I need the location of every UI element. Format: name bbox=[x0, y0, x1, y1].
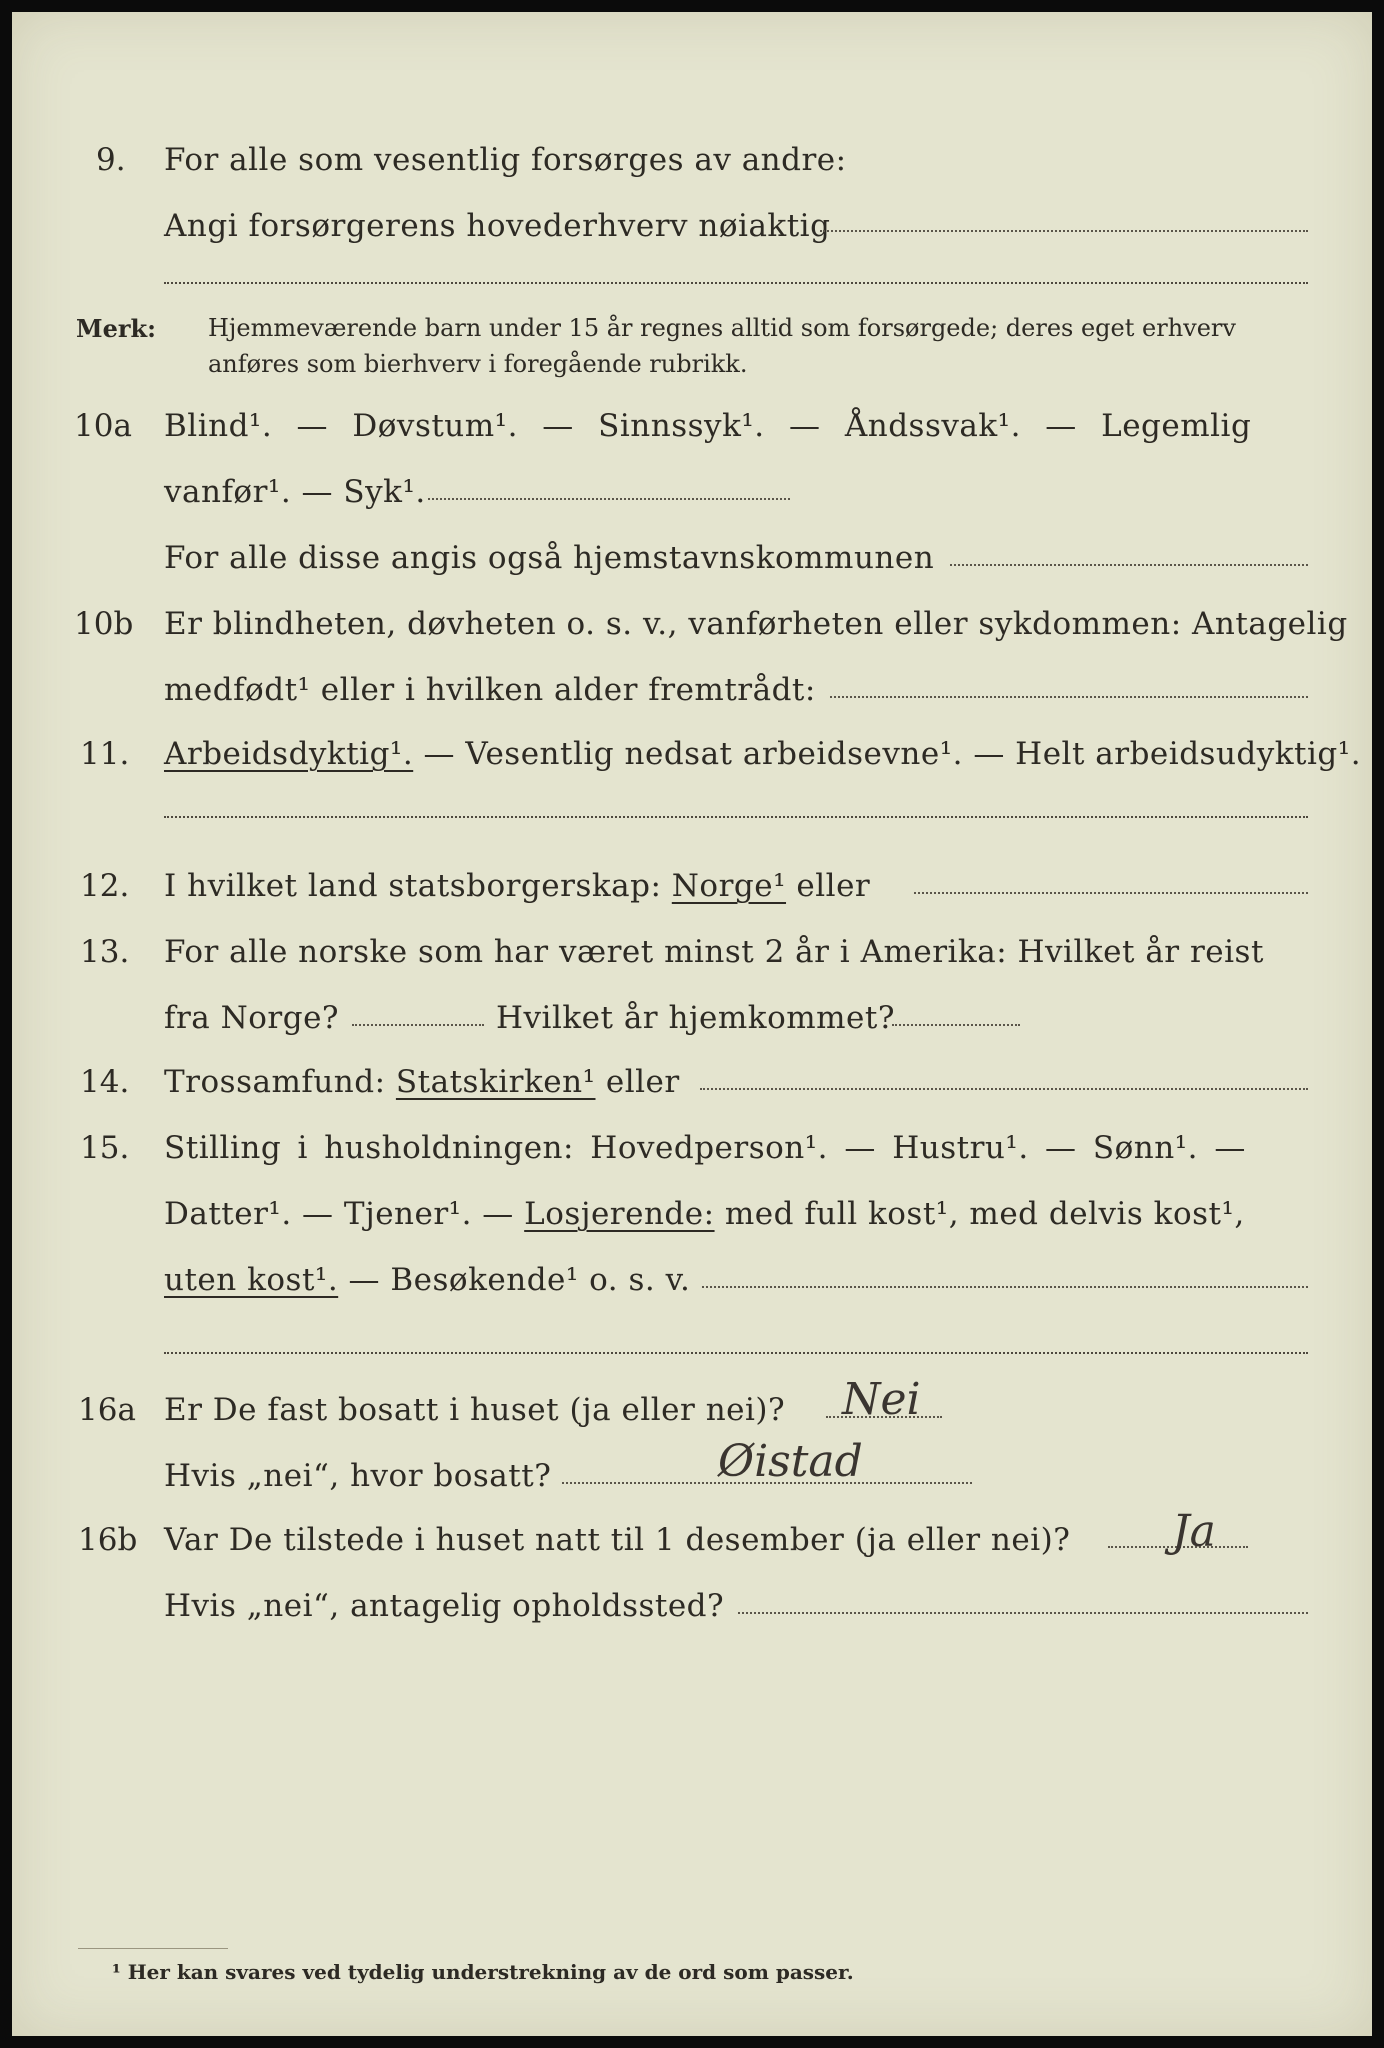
q14-statskirken-option[interactable]: Statskirken¹ bbox=[395, 1064, 596, 1100]
q12-answer-field[interactable] bbox=[914, 892, 1308, 894]
q11-arbeidsdyktig-option[interactable]: Arbeidsdyktig¹. bbox=[164, 736, 414, 772]
q12-question: I hvilket land statsborgerskap: bbox=[164, 868, 662, 904]
q15-answer-line2[interactable] bbox=[164, 1352, 1308, 1354]
q10a-line3: For alle disse angis også hjemstavnskommunen bbox=[164, 540, 935, 576]
q10b-answer-field[interactable] bbox=[830, 696, 1308, 698]
q16b-answer-handwritten: Ja bbox=[1172, 1506, 1216, 1557]
q11-answer-line[interactable] bbox=[164, 816, 1308, 818]
q10b-line1: Er blindheten, døvheten o. s. v., vanførheten eller sykdommen: Antagelig bbox=[164, 606, 1348, 642]
q16b-number: 16b bbox=[78, 1522, 138, 1558]
footnote: ¹ Her kan svares ved tydelig understrekning av de ord som passer. bbox=[112, 1960, 854, 1984]
q15-line2-a: Datter¹. — Tjener¹. — bbox=[164, 1196, 525, 1232]
q12-number: 12. bbox=[80, 868, 130, 904]
q16a-place-handwritten: Øistad bbox=[718, 1436, 863, 1487]
q10a-syk-field[interactable] bbox=[428, 498, 790, 500]
q16b-opphold-field[interactable] bbox=[738, 1612, 1308, 1614]
q12-norge-option[interactable]: Norge¹ bbox=[671, 868, 787, 904]
q9-answer-line2[interactable] bbox=[164, 282, 1308, 284]
q12-eller: eller bbox=[796, 868, 871, 904]
q10a-hjemstavn-field[interactable] bbox=[950, 564, 1308, 566]
q14-line bbox=[164, 1064, 680, 1100]
q9-line2: Angi forsørgerens hovederhverv nøiaktig bbox=[164, 208, 831, 244]
q11-rest: — Vesentlig nedsat arbeidsevne¹. — Helt arbeidsudyktig¹. bbox=[413, 736, 1362, 772]
q10a-line2: vanfør¹. — Syk¹. bbox=[164, 474, 426, 510]
q9-answer-field[interactable] bbox=[820, 230, 1308, 232]
merk-line2: anføres som bierhverv i foregående rubrikk. bbox=[208, 350, 748, 378]
q15-line2 bbox=[164, 1196, 1245, 1232]
q15-answer-field[interactable] bbox=[702, 1286, 1308, 1288]
q16b-line1: Var De tilstede i huset natt til 1 desember (ja eller nei)? bbox=[164, 1522, 1071, 1558]
q13-number: 13. bbox=[80, 934, 130, 970]
q16a-number: 16a bbox=[78, 1392, 136, 1428]
q16b-line2: Hvis „nei“, antagelig opholdssted? bbox=[164, 1588, 725, 1624]
merk-label: Merk: bbox=[76, 314, 156, 343]
q15-number: 15. bbox=[80, 1130, 130, 1166]
footnote-rule bbox=[78, 1948, 228, 1949]
q15-line2-b: med full kost¹, med delvis kost¹, bbox=[714, 1196, 1245, 1232]
form-page bbox=[12, 12, 1372, 2036]
q10a-line1: Blind¹. — Døvstum¹. — Sinnssyk¹. — Åndssvak¹. — Legemlig bbox=[164, 408, 1252, 444]
q16a-line1: Er De fast bosatt i huset (ja eller nei)? bbox=[164, 1392, 786, 1428]
q15-line3-rest: — Besøkende¹ o. s. v. bbox=[338, 1262, 691, 1298]
q14-answer-field[interactable] bbox=[700, 1088, 1308, 1090]
q9-line1: For alle som vesentlig forsørges av andre: bbox=[164, 142, 847, 178]
q10b-line2: medfødt¹ eller i hvilken alder fremtrådt: bbox=[164, 672, 816, 708]
q14-question: Trossamfund: bbox=[164, 1064, 386, 1100]
q10b-number: 10b bbox=[74, 606, 134, 642]
q14-eller: eller bbox=[605, 1064, 680, 1100]
q15-uten-kost-option[interactable]: uten kost¹. bbox=[164, 1262, 339, 1298]
q13-reist-label: fra Norge? bbox=[164, 1000, 340, 1036]
q13-hjemkommet-field[interactable] bbox=[892, 1024, 1020, 1026]
q16a-line2: Hvis „nei“, hvor bosatt? bbox=[164, 1458, 552, 1494]
q10a-number: 10a bbox=[74, 408, 132, 444]
q13-reist-field[interactable] bbox=[352, 1024, 484, 1026]
q13-hjemkommet-label: Hvilket år hjemkommet? bbox=[496, 1000, 895, 1036]
q15-losjerende-option[interactable]: Losjerende: bbox=[524, 1196, 715, 1232]
q16a-answer-handwritten: Nei bbox=[842, 1374, 921, 1425]
q15-line3 bbox=[164, 1262, 690, 1298]
q12-line bbox=[164, 868, 870, 904]
q13-line1: For alle norske som har været minst 2 år i Amerika: Hvilket år reist bbox=[164, 934, 1264, 970]
q15-line1: Stilling i husholdningen: Hovedperson¹. — Hustru¹. — Sønn¹. — bbox=[164, 1130, 1246, 1166]
q14-number: 14. bbox=[80, 1064, 130, 1100]
q11-number: 11. bbox=[80, 736, 130, 772]
q9-number: 9. bbox=[96, 142, 126, 178]
merk-line1: Hjemmeværende barn under 15 år regnes alltid som forsørgede; deres eget erhverv bbox=[208, 314, 1236, 342]
q11-line bbox=[164, 736, 1361, 772]
